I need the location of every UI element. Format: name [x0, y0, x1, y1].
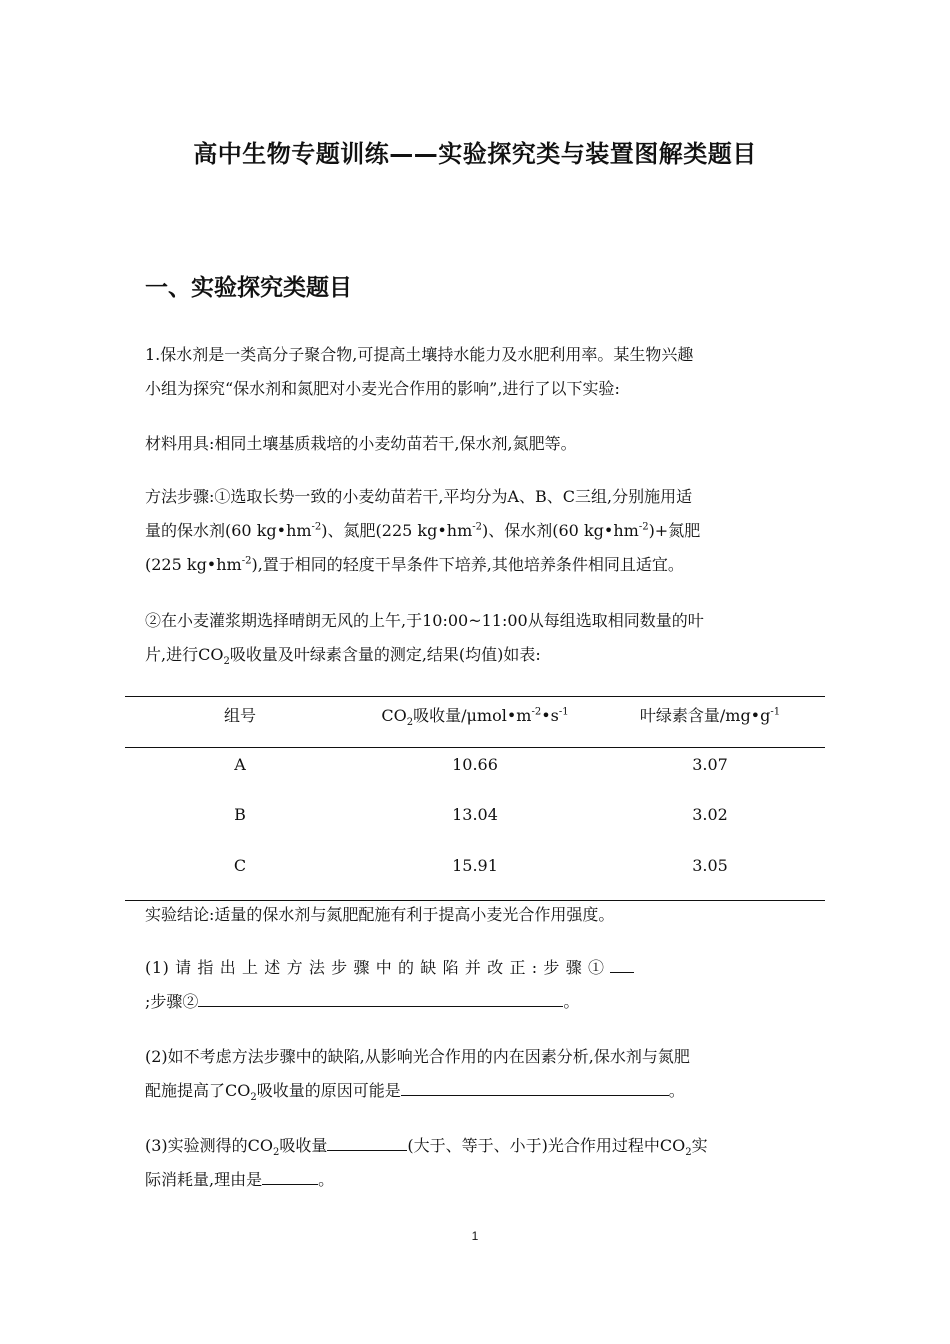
sub-question-2 [145, 1040, 807, 1108]
method-step-2 [145, 604, 807, 672]
step2-line-1: ②在小麦灌浆期选择晴朗无风的上午,于10:00~11:00从每组选取相同数量的叶 [145, 611, 704, 630]
intro-line-1: 1.保水剂是一类高分子聚合物,可提高土壤持水能力及水肥利用率。某生物兴趣 [145, 345, 694, 364]
table-header-co2: $CO_2$吸收量$/\mu mol•m^{-2}•s^{-1}$ [381, 706, 569, 729]
sub1-line-2: ;步骤② 。 [145, 992, 580, 1011]
table-cell-group: B [234, 805, 246, 824]
table-cell-group: A [234, 755, 246, 774]
question-intro [145, 338, 807, 406]
table-cell-chlorophyll: 3.05 [692, 856, 728, 875]
answer-blank[interactable] [327, 1136, 407, 1151]
intro-line-2: 小组为探究“保水剂和氮肥对小麦光合作用的影响”,进行了以下实验: [145, 379, 620, 398]
table-cell-co2: 15.91 [452, 856, 498, 875]
sub2-line-1: (2)如不考虑方法步骤中的缺陷,从影响光合作用的内在因素分析,保水剂与氮肥 [145, 1047, 690, 1066]
table-cell-chlorophyll: 3.02 [692, 805, 728, 824]
page-number: 1 [471, 1229, 479, 1243]
table-cell-chlorophyll: 3.07 [692, 755, 728, 774]
table-cell-group: C [233, 856, 247, 875]
sub2-line-2: 配施提高了$CO_2$吸收量的原因可能是 。 [145, 1081, 685, 1104]
sub-question-1 [145, 951, 807, 1019]
method-step-1 [145, 480, 807, 582]
table-header-rule [125, 747, 825, 748]
sub3-line-2: 际消耗量,理由是 。 [145, 1170, 335, 1189]
step2-line-2: 片,进行$CO_2$吸收量及叶绿素含量的测定,结果(均值)如表: [145, 645, 541, 668]
answer-blank[interactable] [262, 1170, 318, 1185]
sub3-line-1: (3)实验测得的$CO_2$吸收量 (大于、等于、小于)光合作用过程中$CO_2$实 [145, 1136, 708, 1159]
materials-paragraph: 材料用具:相同土壤基质栽培的小麦幼苗若干,保水剂,氮肥等。 [145, 434, 577, 453]
section-heading: 一、实验探究类题目 [145, 275, 352, 301]
table-cell-co2: 13.04 [452, 805, 498, 824]
answer-blank[interactable] [610, 958, 634, 973]
method-line-3: (225 $kg•hm^{-2}$),置于相同的轻度干旱条件下培养,其他培养条件相同且适宜。 [145, 555, 684, 574]
table-top-rule [125, 696, 825, 697]
table-header-group: 组号 [223, 706, 256, 725]
conclusion-paragraph: 实验结论:适量的保水剂与氮肥配施有利于提高小麦光合作用强度。 [145, 905, 615, 924]
method-line-2: 量的保水剂(60 $kg•hm^{-2}$)、氮肥(225 $kg•hm^{-2}$)、保水剂(60 $kg•hm^{-2})+$氮肥 [145, 521, 701, 540]
answer-blank[interactable] [198, 992, 563, 1007]
sub-question-3 [145, 1129, 807, 1197]
document-title: 高中生物专题训练——实验探究类与装置图解类题目 [193, 140, 757, 168]
table-header-chlorophyll: 叶绿素含量$/mg•g^{-1}$ [639, 706, 781, 725]
sub1-line-1: (1) 请 指 出 上 述 方 法 步 骤 中 的 缺 陷 并 改 正 : 步 骤 ① [145, 951, 807, 985]
table-cell-co2: 10.66 [452, 755, 498, 774]
answer-blank[interactable] [401, 1081, 669, 1096]
method-line-1: 方法步骤:①选取长势一致的小麦幼苗若干,平均分为A、B、C三组,分别施用适 [145, 487, 693, 506]
